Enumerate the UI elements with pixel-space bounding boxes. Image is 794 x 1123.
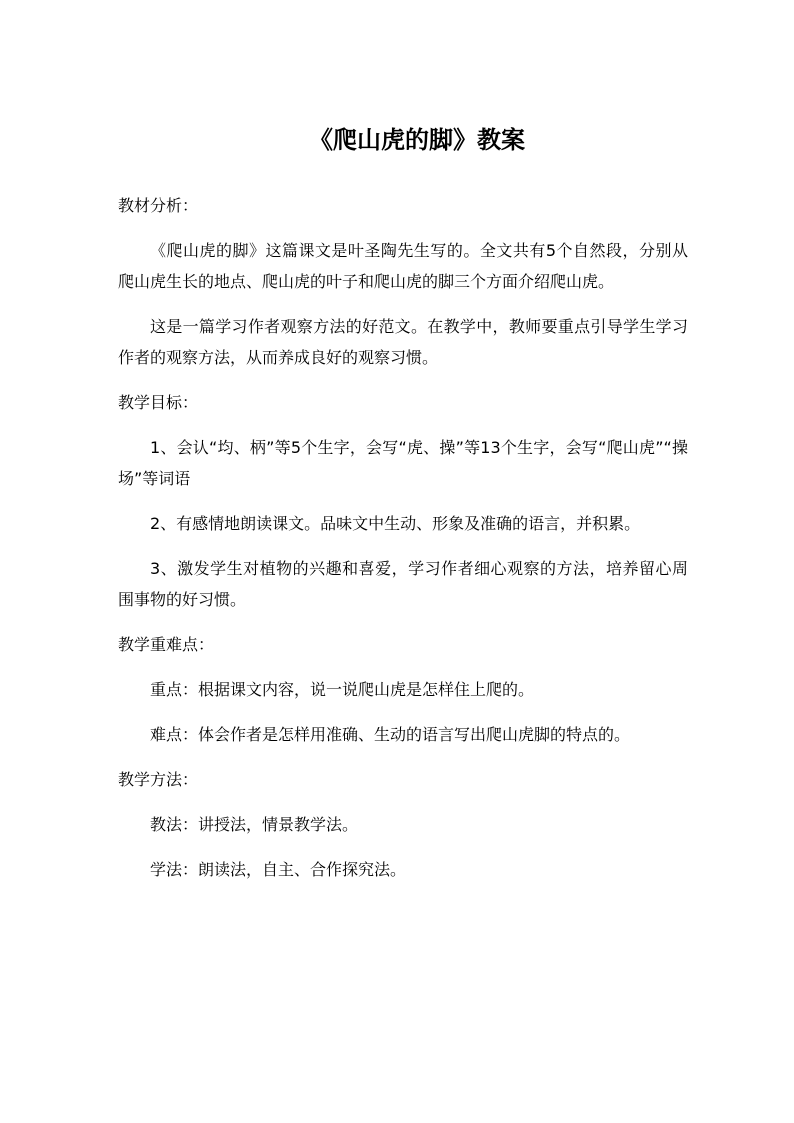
paragraph: 2、有感情地朗读课文。品味文中生动、形象及准确的语言，并积累。 [150, 514, 641, 533]
section-heading-teaching-goals: 教学目标： [118, 393, 199, 412]
paragraph: 教法：讲授法，情景教学法。 [150, 815, 359, 834]
section-heading-teaching-methods: 教学方法： [118, 770, 199, 789]
document-body [118, 190, 688, 885]
page-title: 《爬山虎的脚》教案 [309, 126, 525, 154]
paragraph: 学法：朗读法，自主、合作探究法。 [150, 860, 407, 879]
section-heading-material-analysis: 教材分析： [118, 196, 199, 215]
paragraph: 难点：体会作者是怎样用准确、生动的语言写出爬山虎脚的特点的。 [150, 725, 631, 744]
section-heading-key-difficult-points: 教学重难点： [118, 635, 215, 654]
paragraph: 这是一篇学习作者观察方法的好范文。在教学中，教师要重点引导学生学习作者的观察方法，从而养成良好的观察习惯。 [118, 317, 688, 367]
paragraph: 重点：根据课文内容，说一说爬山虎是怎样住上爬的。 [150, 680, 535, 699]
paragraph: 《爬山虎的脚》这篇课文是叶圣陶先生写的。全文共有5个自然段，分别从爬山虎生长的地点、爬山虎的叶子和爬山虎的脚三个方面介绍爬山虎。 [118, 241, 688, 291]
paragraph: 3、激发学生对植物的兴趣和喜爱，学习作者细心观察的方法，培养留心周围事物的好习惯。 [118, 559, 688, 609]
paragraph: 1、会认“均、柄”等5个生字，会写“虎、操”等13个生字，会写“爬山虎”“操场”等词语 [118, 438, 688, 488]
